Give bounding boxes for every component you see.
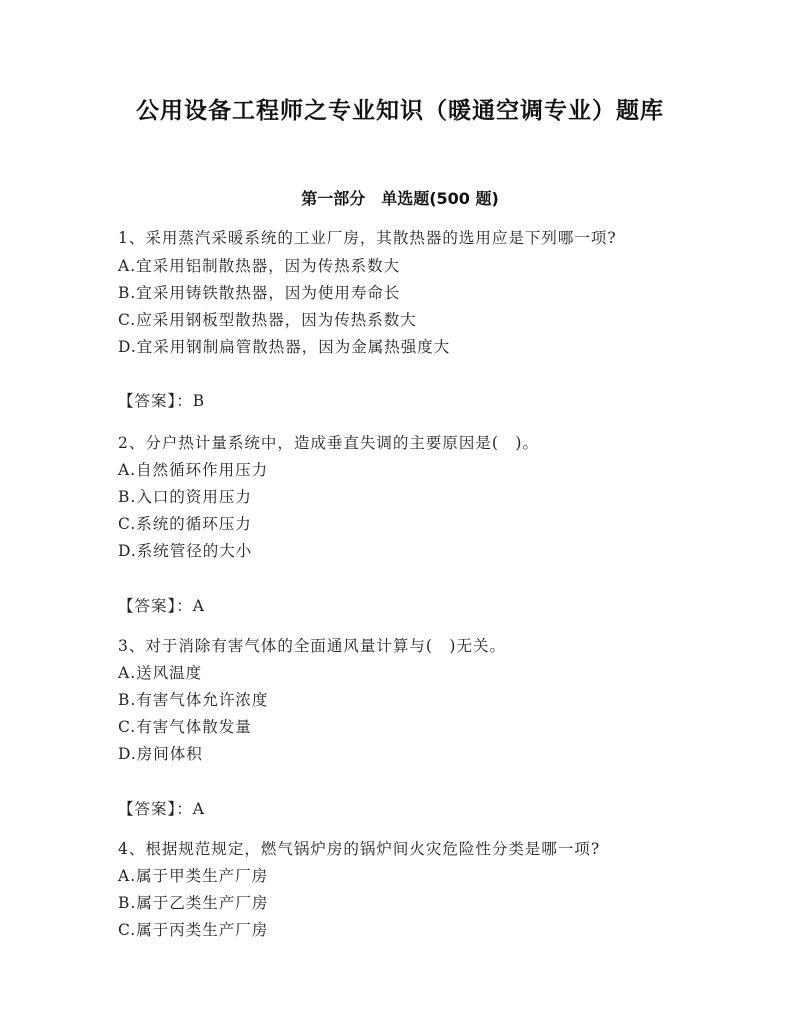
question-4-option-a: A.属于甲类生产厂房	[118, 867, 269, 885]
question-2-option-b: B.入口的资用压力	[118, 488, 252, 506]
answer-value: B	[192, 392, 206, 410]
question-2-option-d: D.系统管径的大小	[118, 542, 253, 560]
question-2-stem: 2、分户热计量系统中，造成垂直失调的主要原因是( )。	[118, 434, 539, 452]
question-2-option-a: A.自然循环作用压力	[118, 461, 269, 479]
question-3-stem: 3、对于消除有害气体的全面通风量计算与( )无关。	[118, 637, 506, 655]
document-title: 公用设备工程师之专业知识（暖通空调专业）题库	[136, 98, 664, 124]
question-1-option-a: A.宜采用铝制散热器，因为传热系数大	[118, 257, 401, 275]
question-2-answer	[118, 594, 205, 616]
question-1-option-b: B.宜采用铸铁散热器，因为使用寿命长	[118, 284, 401, 302]
question-1-option-d: D.宜采用钢制扁管散热器，因为金属热强度大	[118, 338, 451, 356]
answer-label: 【答案】：	[118, 597, 193, 615]
question-3-option-d: D.房间体积	[118, 745, 203, 763]
question-2-option-c: C.系统的循环压力	[118, 515, 252, 533]
question-1-answer	[118, 389, 205, 411]
question-3-option-a: A.送风温度	[118, 664, 203, 682]
question-1-stem: 1、采用蒸汽采暖系统的工业厂房，其散热器的选用应是下列哪一项?	[118, 229, 617, 247]
question-1-option-c: C.应采用钢板型散热器，因为传热系数大	[118, 311, 417, 329]
question-4-option-c: C.属于丙类生产厂房	[118, 921, 269, 939]
answer-value: A	[192, 597, 205, 615]
answer-value: A	[192, 800, 205, 818]
question-4-stem: 4、根据规范规定，燃气锅炉房的锅炉间火灾危险性分类是哪一项?	[118, 840, 601, 858]
answer-label: 【答案】：	[118, 392, 193, 410]
section-heading: 第一部分 单选题(500 题)	[301, 189, 499, 208]
question-3-option-c: C.有害气体散发量	[118, 718, 252, 736]
answer-label: 【答案】：	[118, 800, 193, 818]
question-4-option-b: B.属于乙类生产厂房	[118, 894, 269, 912]
question-3-option-b: B.有害气体允许浓度	[118, 691, 269, 709]
question-3-answer	[118, 797, 205, 819]
